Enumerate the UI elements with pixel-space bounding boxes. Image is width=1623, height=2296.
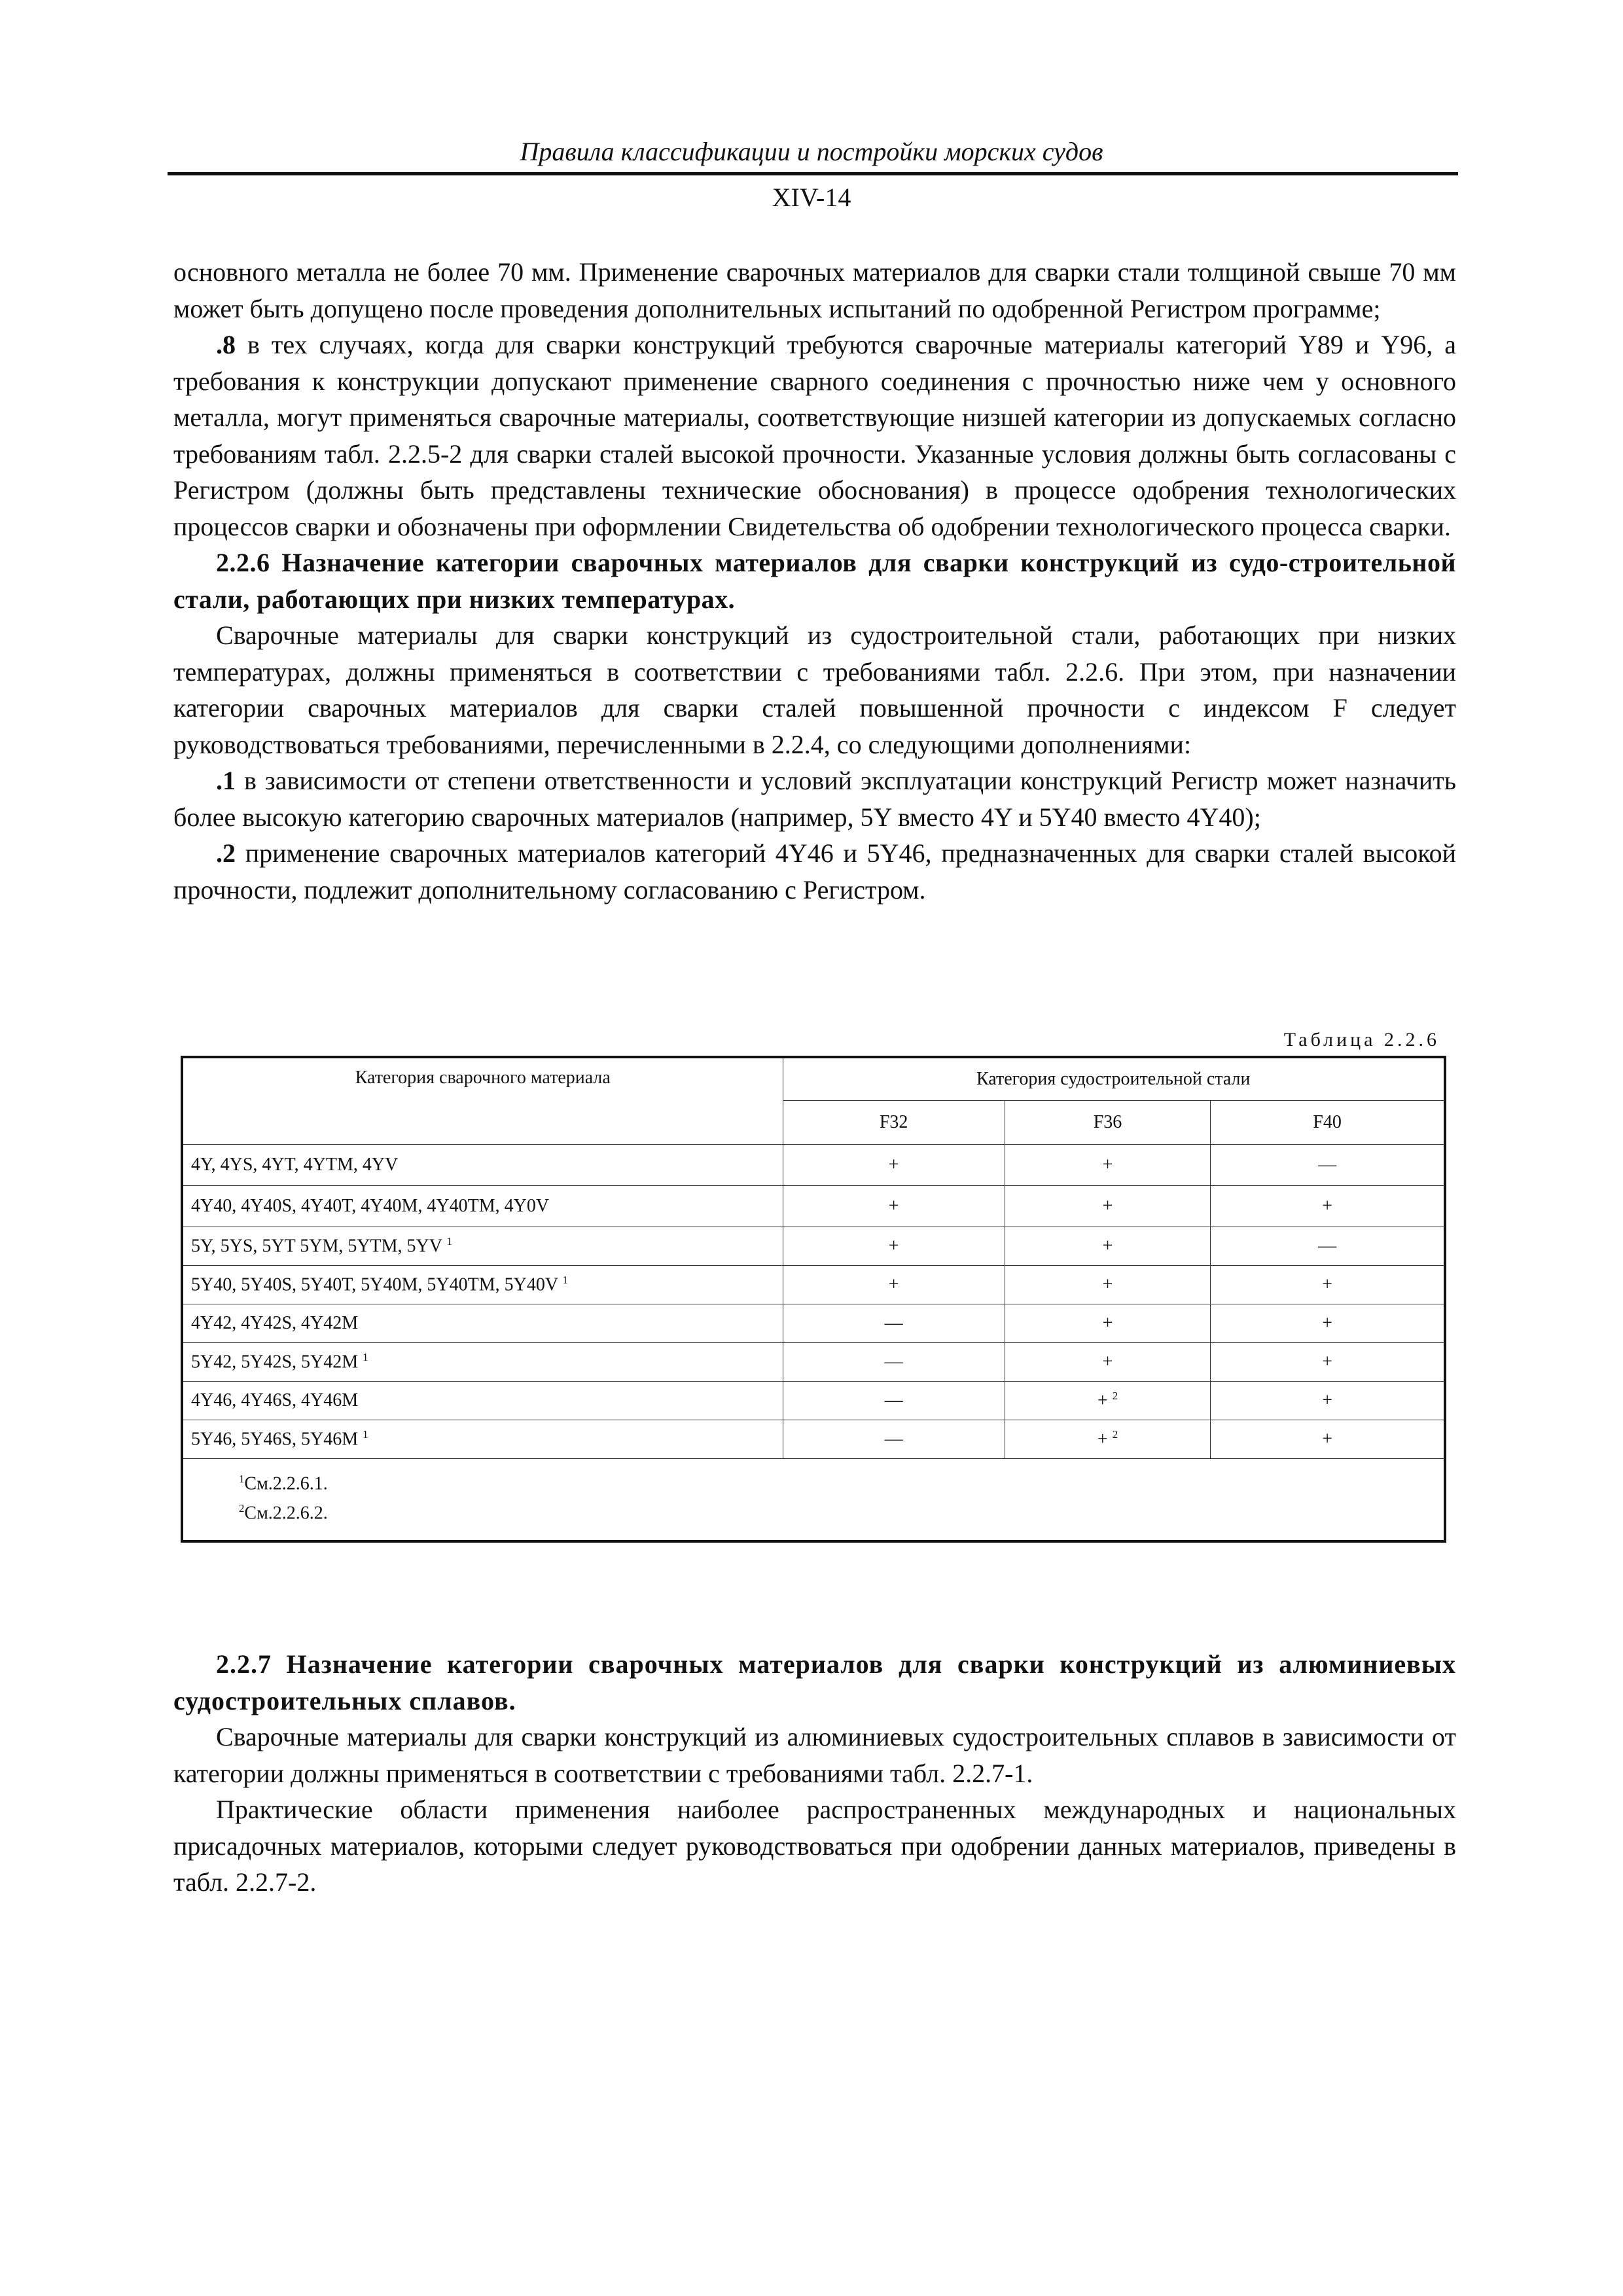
grade-f40-value: + [1322,1196,1332,1216]
item-2-number: .2 [216,838,236,868]
grade-f40-cell [1211,1186,1445,1227]
grade-f32-cell [783,1420,1005,1459]
material-category-cell [182,1304,783,1343]
grade-f40-cell [1211,1382,1445,1420]
grade-f32-cell [783,1382,1005,1420]
item-8 [173,327,1456,545]
table-row [182,1227,1445,1266]
section-2-2-6-heading: 2.2.6 Назначение категории сварочных материалов для сварки конструкций из судо-строительной стали, работающих при низких температурах. [173,548,1456,614]
footnote-1 [239,1467,1436,1496]
paragraph-continuation: основного металла не более 70 мм. Применение сварочных материалов для сварки стали толщиной свыше 70 мм может быть допущено после проведения дополнительных испытаний по одобренной Регистром программе; [173,257,1456,323]
grade-f32-value: + [888,1155,899,1175]
page-header-title: Правила классификации и постройки морских судов [520,137,1103,166]
grade-f36-value: + [1102,1274,1113,1295]
grade-f36-cell [1005,1304,1210,1343]
section-2-2-7-paragraph-1: Сварочные материалы для сварки конструкций из алюминиевых судостроительных сплавов в зависимости от категории должны применяться в соответствии с требованиями табл. 2.2.7-1. [173,1722,1456,1788]
material-category-cell [182,1186,783,1227]
table-row [182,1266,1445,1304]
item-8-number: .8 [216,330,236,359]
table-footnotes [182,1459,1445,1542]
grade-f36-cell [1005,1382,1210,1420]
material-category-text: 5Y40, 5Y40S, 5Y40T, 5Y40M, 5Y40TM, 5Y40V [191,1274,558,1295]
grade-f40-cell [1211,1227,1445,1266]
grade-f36-value: + [1097,1429,1108,1450]
grade-f36-cell [1005,1420,1210,1459]
table-row [182,1382,1445,1420]
item-8-text: в тех случаях, когда для сварки конструкций требуются сварочные материалы категорий Y89 и Y96, а требования к конструкции допускают применение сварного соединения с прочностью ниже чем у основного металла, могут применяться сварочные материалы, соответствующие низшей категории из допускаемых согласно требованиям табл. 2.2.5-2 для сварки сталей высокой прочности. Указанные условия должны быть согласованы с Регистром (должны быть представлены технические обоснования) в процессе одобрения технологических процессов сварки и обозначены при оформлении Свидетельства об одобрении технологического процесса сварки. [173,330,1456,541]
section-2-2-6-paragraph: Сварочные материалы для сварки конструкций из судостроительной стали, работающих при низких температурах, должны применяться в соответствии с требованиями табл. 2.2.6. При этом, при назначении категории сварочных материалов для сварки сталей повышенной прочности с индексом F следует руководствоваться требованиями, перечисленными в 2.2.4, со следующими дополнениями: [173,620,1456,759]
footnote-2-mark: 2 [239,1502,245,1515]
grade-f40-value: + [1322,1352,1332,1372]
footnote-ref: 2 [1112,1428,1118,1441]
header-rule [168,172,1458,175]
table-row [182,1304,1445,1343]
material-category-cell [182,1266,783,1304]
grade-f32-value: + [888,1236,899,1256]
footnote-ref: 2 [1112,1390,1118,1403]
grade-f32-value: — [884,1313,903,1333]
grade-f36-value: + [1102,1313,1113,1333]
footnote-ref: 1 [562,1274,568,1287]
table-caption: Таблица 2.2.6 [1283,1029,1440,1050]
grade-f40-value: + [1322,1274,1332,1295]
table-row [182,1420,1445,1459]
grade-f40-value: + [1322,1429,1332,1449]
grade-f36-value: + [1102,1236,1113,1256]
material-category-cell [182,1145,783,1186]
grade-f36-value: + [1102,1155,1113,1175]
grade-f32-value: — [884,1429,903,1449]
material-category-text: 5Y42, 5Y42S, 5Y42M [191,1352,359,1372]
material-category-cell [182,1420,783,1459]
grade-f40-cell [1211,1343,1445,1382]
grade-f36-cell [1005,1186,1210,1227]
col-header-steel: Категория судостроительной стали [783,1057,1445,1101]
col-header-f36: F36 [1005,1101,1210,1145]
grade-f32-cell [783,1343,1005,1382]
footnote-2 [239,1496,1436,1526]
grade-f32-cell [783,1227,1005,1266]
footnote-1-mark: 1 [239,1473,245,1485]
grade-f36-cell [1005,1227,1210,1266]
grade-f36-value: + [1097,1390,1108,1411]
material-category-text: 4Y46, 4Y46S, 4Y46M [191,1390,359,1410]
item-1 [173,762,1456,835]
material-category-text: 4Y42, 4Y42S, 4Y42M [191,1313,359,1333]
grade-f40-value: + [1322,1313,1332,1333]
grade-f36-cell [1005,1266,1210,1304]
footnote-ref: 1 [363,1351,368,1364]
col-header-material: Категория сварочного материала [182,1057,783,1145]
grade-f32-cell [783,1266,1005,1304]
grade-f36-value: + [1102,1352,1113,1372]
body-text-lower [173,1646,1456,1901]
item-1-number: .1 [216,766,236,795]
item-2 [173,835,1456,908]
grade-f32-cell [783,1145,1005,1186]
item-1-text: в зависимости от степени ответственности и условий эксплуатации конструкций Регистр может назначить более высокую категорию сварочных материалов (например, 5Y вместо 4Y и 5Y40 вместо 4Y40); [173,766,1456,832]
material-category-text: 5Y, 5YS, 5YT 5YM, 5YTM, 5YV [191,1236,442,1257]
footnote-1-text: См.2.2.6.1. [244,1473,328,1494]
table-row [182,1343,1445,1382]
grade-f32-value: — [884,1352,903,1372]
table-row [182,1145,1445,1186]
welding-category-table [181,1056,1446,1543]
footnote-ref: 1 [446,1235,452,1248]
grade-f40-value: — [1318,1236,1337,1256]
section-2-2-7-paragraph-2: Практические области применения наиболее распространенных международных и национальных присадочных материалов, которыми следует руководствоваться при одобрении данных материалов, приведены в табл. 2.2.7-2. [173,1795,1456,1897]
item-2-text: применение сварочных материалов категорий 4Y46 и 5Y46, предназначенных для сварки сталей высокой прочности, подлежит дополнительному согласованию с Регистром. [173,838,1456,905]
grade-f40-value: + [1322,1390,1332,1410]
grade-f40-cell [1211,1266,1445,1304]
material-category-text: 5Y46, 5Y46S, 5Y46M [191,1429,359,1450]
grade-f40-cell [1211,1420,1445,1459]
grade-f36-value: + [1102,1196,1113,1216]
page-number: XIV-14 [772,183,851,212]
material-category-text: 4Y, 4YS, 4YT, 4YTM, 4YV [191,1155,399,1175]
grade-f32-value: + [888,1196,899,1216]
body-text-upper [173,254,1456,908]
material-category-text: 4Y40, 4Y40S, 4Y40T, 4Y40M, 4Y40TM, 4Y0V [191,1196,550,1216]
grade-f32-value: + [888,1274,899,1295]
material-category-cell [182,1343,783,1382]
material-category-cell [182,1382,783,1420]
grade-f36-cell [1005,1145,1210,1186]
table-row [182,1186,1445,1227]
grade-f32-value: — [884,1390,903,1410]
grade-f40-value: — [1318,1155,1337,1175]
col-header-f32: F32 [783,1101,1005,1145]
grade-f40-cell [1211,1304,1445,1343]
footnote-2-text: См.2.2.6.2. [244,1503,328,1524]
col-header-f40: F40 [1211,1101,1445,1145]
table-body [182,1145,1445,1459]
grade-f40-cell [1211,1145,1445,1186]
grade-f36-cell [1005,1343,1210,1382]
footnote-ref: 1 [363,1428,368,1441]
section-2-2-7-heading: 2.2.7 Назначение категории сварочных материалов для сварки конструкций из алюминиевых судостроительных сплавов. [173,1649,1456,1715]
grade-f32-cell [783,1304,1005,1343]
material-category-cell [182,1227,783,1266]
grade-f32-cell [783,1186,1005,1227]
